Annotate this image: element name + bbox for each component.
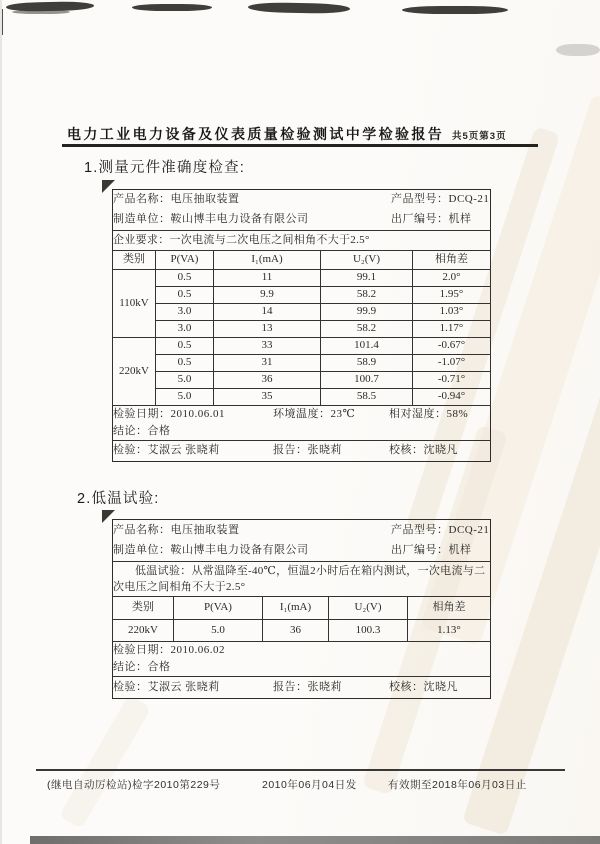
manufacturer-label: 制造单位：: [113, 544, 171, 557]
checker-label: 校核：: [389, 680, 424, 693]
certificate-number: (继电自动厉检站)检字2010第229号: [47, 779, 221, 791]
table-cell: 0.5: [156, 338, 214, 355]
signatures-row: [113, 441, 491, 462]
table-cell: 58.2: [321, 321, 413, 338]
inspector-value: 艾淑云 张晓莉: [147, 444, 220, 457]
table-cell: 3.0: [156, 304, 214, 321]
scan-smudge: [556, 44, 600, 56]
reporter-value: 张晓莉: [307, 680, 342, 693]
column-header: 相角差: [413, 251, 491, 270]
reporter-value: 张晓莉: [307, 444, 342, 457]
accuracy-check-table: [112, 189, 491, 462]
model-label: 产品型号：: [391, 523, 449, 536]
reporter-label: 报告：: [273, 680, 308, 693]
table-cell: 14: [214, 304, 321, 321]
reporter-label: 报告：: [273, 444, 308, 457]
product-name-label: 产品名称：: [113, 193, 171, 206]
inspection-date-label: 检验日期：: [113, 644, 171, 657]
inspector-value: 艾淑云 张晓莉: [147, 680, 220, 693]
low-temp-requirement: [113, 562, 491, 597]
serial-value: 机样: [448, 544, 472, 557]
serial-value: 机样: [448, 213, 472, 226]
inspector-label: 检验：: [113, 444, 148, 457]
issue-date: 2010年06月04日发: [262, 779, 357, 791]
scan-smudge: [132, 4, 212, 11]
manufacturer-row: [113, 210, 491, 231]
model-value: DCQ-21: [448, 523, 490, 536]
column-header: I₁(mA): [263, 597, 329, 620]
inspection-date-value: 2010.06.01: [170, 408, 225, 421]
validity-date: 有效期至2018年06月03日止: [388, 779, 527, 791]
manufacturer-label: 制造单位：: [113, 213, 171, 226]
product-name-row: [113, 190, 491, 211]
low-temperature-test-table: [112, 519, 491, 699]
scan-glare: [59, 695, 152, 829]
model-label: 产品型号：: [391, 193, 449, 206]
scan-bottom-edge: [30, 836, 600, 844]
footer-rule: [36, 769, 565, 771]
humidity-value: 58%: [446, 408, 469, 421]
temperature-value: 23℃: [330, 408, 356, 421]
scan-smudge: [248, 2, 350, 14]
serial-label: 出厂编号：: [391, 544, 449, 557]
conclusion-row: [113, 424, 491, 441]
table-cell: 1.13°: [408, 620, 491, 642]
table-cell: 58.2: [321, 287, 413, 304]
table-cell: 100.7: [321, 372, 413, 389]
table-cell: 0.5: [156, 270, 214, 287]
table-cell: 99.9: [321, 304, 413, 321]
table-cell: 58.5: [321, 389, 413, 406]
inspection-date-label: 检验日期：: [113, 408, 171, 421]
table-cell: -0.71°: [413, 372, 491, 389]
column-header: 相角差: [408, 597, 491, 620]
document-title: 电力工业电力设备及仪表质量检验测试中学检验报告: [67, 126, 445, 142]
checker-label: 校核：: [389, 444, 424, 457]
inspection-date-value: 2010.06.02: [170, 644, 225, 657]
conclusion-label: 结论：: [113, 425, 148, 438]
inspector-label: 检验：: [113, 680, 148, 693]
table-cell: 5.0: [174, 620, 263, 642]
table-cell: 1.95°: [413, 287, 491, 304]
scan-edge-shade: [0, 0, 2, 844]
table-cell: 1.03°: [413, 304, 491, 321]
inspection-date-row: [113, 642, 491, 661]
low-temp-requirement-text: 低温试验：从常温降至-40℃，恒温2小时后在箱内测试，一次电流与二次电压之间相角不大于2.5°: [113, 565, 486, 593]
table-cell: 36: [263, 620, 329, 642]
product-name-row: [113, 520, 491, 542]
table-cell: -1.07°: [413, 355, 491, 372]
column-header: U₂(V): [329, 597, 408, 620]
category-cell: 110kV: [113, 270, 156, 338]
table-cell: -0.94°: [413, 389, 491, 406]
table-cell: 35: [214, 389, 321, 406]
table-cell: 2.0°: [413, 270, 491, 287]
temperature-label: 环境温度：: [273, 408, 331, 421]
checker-value: 沈晓凡: [423, 444, 458, 457]
product-name-value: 电压抽取装置: [170, 193, 240, 206]
table-cell: 36: [214, 372, 321, 389]
section2-heading: 2.低温试验:: [77, 491, 160, 507]
column-header: 类别: [113, 597, 174, 620]
conclusion-row: [113, 660, 491, 677]
table-cell: 0.5: [156, 355, 214, 372]
header-rule: [62, 144, 538, 147]
product-name-label: 产品名称：: [113, 523, 171, 536]
column-header: P(VA): [156, 251, 214, 270]
table-cell: 0.5: [156, 287, 214, 304]
table-cell: -0.67°: [413, 338, 491, 355]
column-header: U₂(V): [321, 251, 413, 270]
table-cell: 3.0: [156, 321, 214, 338]
table-cell: 11: [214, 270, 321, 287]
serial-label: 出厂编号：: [391, 213, 449, 226]
conclusion-value: 合格: [147, 661, 171, 674]
table-cell: 101.4: [321, 338, 413, 355]
enterprise-requirement: 企业要求：一次电流与二次电压之间相角不大于2.5°: [113, 231, 491, 251]
checker-value: 沈晓凡: [423, 680, 458, 693]
column-header: I₁(mA): [214, 251, 321, 270]
manufacturer-value: 鞍山博丰电力设备有限公司: [170, 213, 309, 226]
table-cell: 5.0: [156, 372, 214, 389]
section1-heading: 1.测量元件准确度检查:: [84, 160, 246, 176]
table-cell: 58.9: [321, 355, 413, 372]
table-cell: 100.3: [329, 620, 408, 642]
conclusion-label: 结论：: [113, 661, 148, 674]
scan-smudge: [402, 6, 508, 14]
signatures-row: [113, 677, 491, 699]
manufacturer-value: 鞍山博丰电力设备有限公司: [170, 544, 309, 557]
humidity-label: 相对湿度：: [389, 408, 447, 421]
table-cell: 5.0: [156, 389, 214, 406]
inspection-date-row: [113, 406, 491, 425]
table-cell: 33: [214, 338, 321, 355]
table-cell: 99.1: [321, 270, 413, 287]
scan-smudge: [12, 10, 70, 14]
table-cell: 9.9: [214, 287, 321, 304]
column-header: 类别: [113, 251, 156, 270]
table-cell: 1.17°: [413, 321, 491, 338]
category-cell: 220kV: [113, 620, 174, 642]
table-cell: 31: [214, 355, 321, 372]
conclusion-value: 合格: [147, 425, 171, 438]
manufacturer-row: [113, 541, 491, 562]
model-value: DCQ-21: [448, 193, 490, 206]
category-cell: 220kV: [113, 338, 156, 406]
page-number-info: 共5页第3页: [452, 131, 507, 142]
table-cell: 13: [214, 321, 321, 338]
column-header: P(VA): [174, 597, 263, 620]
product-name-value: 电压抽取装置: [170, 523, 240, 536]
